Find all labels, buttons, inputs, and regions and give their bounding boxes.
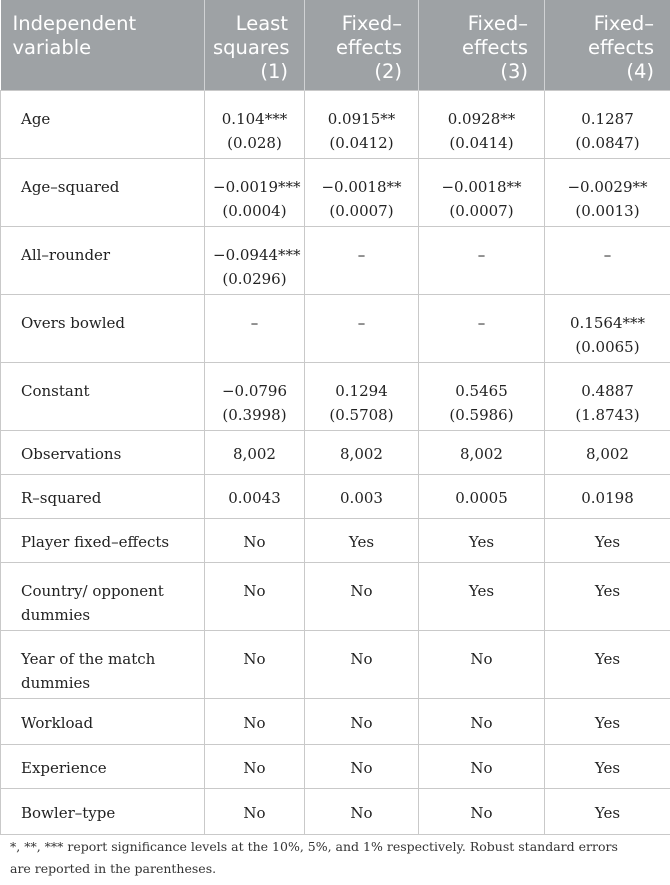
cell-col4	[545, 295, 670, 363]
std-error: (0.0013)	[575, 202, 640, 220]
coef: –	[250, 314, 259, 332]
row-label: Observations	[1, 431, 205, 475]
header-row	[1, 0, 670, 91]
header-col2-line1: Fixed–	[341, 12, 402, 35]
cell-col2	[305, 91, 419, 159]
row-label	[1, 563, 205, 631]
cell-col3	[419, 91, 545, 159]
cell-col2: No	[305, 631, 419, 699]
cell-col2	[305, 295, 419, 363]
cell-col1: 0.0043	[205, 475, 305, 519]
row-label: Age–squared	[1, 159, 205, 227]
cell-col2	[305, 227, 419, 295]
std-error: (0.0004)	[222, 202, 287, 220]
cell-col4: Yes	[545, 789, 670, 835]
cell-col1	[205, 91, 305, 159]
cell-col1	[205, 227, 305, 295]
row-label: Workload	[1, 699, 205, 745]
cell-col2: No	[305, 789, 419, 835]
table-header	[1, 0, 670, 91]
header-col4-line1: Fixed–	[593, 12, 654, 35]
cell-col2: 8,002	[305, 431, 419, 475]
cell-col4: Yes	[545, 631, 670, 699]
cell-col3	[419, 159, 545, 227]
cell-col2: No	[305, 699, 419, 745]
cell-col4: Yes	[545, 563, 670, 631]
cell-col4	[545, 91, 670, 159]
footnote-line1: *, **, *** report significance levels at the 10%, 5%, and 1% respectively. Robust standard errors	[10, 839, 618, 854]
cell-col4: 8,002	[545, 431, 670, 475]
row-label: Player fixed–effects	[1, 519, 205, 563]
coef: −0.0018**	[321, 178, 402, 196]
coef: –	[477, 314, 486, 332]
coef: −0.0944***	[213, 246, 301, 264]
coef: −0.0019***	[213, 178, 301, 196]
cell-col4: Yes	[545, 745, 670, 789]
table-row-experience	[1, 745, 670, 789]
coef: –	[357, 314, 366, 332]
table-row-observations	[1, 431, 670, 475]
coef: 0.0915**	[327, 110, 396, 128]
cell-col4: Yes	[545, 699, 670, 745]
cell-col3	[419, 363, 545, 431]
cell-col1	[205, 363, 305, 431]
std-error: (0.0412)	[329, 134, 394, 152]
std-error: (1.8743)	[575, 406, 640, 424]
cell-col3: Yes	[419, 563, 545, 631]
table-row-year-of-match-dummies	[1, 631, 670, 699]
table-body	[1, 91, 670, 835]
header-col3-line3: (3)	[500, 60, 528, 83]
table-row-country-opponent-dummies	[1, 563, 670, 631]
table-row-age-squared	[1, 159, 670, 227]
cell-col1	[205, 159, 305, 227]
row-label: R–squared	[1, 475, 205, 519]
cell-col2: No	[305, 745, 419, 789]
footnote-line2: are reported in the parentheses.	[10, 861, 217, 876]
table-row-constant	[1, 363, 670, 431]
coef: −0.0018**	[441, 178, 522, 196]
coef: 0.1287	[581, 110, 634, 128]
cell-col3: No	[419, 631, 545, 699]
cell-col1: No	[205, 519, 305, 563]
cell-col2: 0.003	[305, 475, 419, 519]
std-error: (0.5986)	[449, 406, 514, 424]
header-col1-line3: (1)	[260, 60, 288, 83]
coef: −0.0029**	[567, 178, 648, 196]
table-row-workload	[1, 699, 670, 745]
cell-col3: No	[419, 699, 545, 745]
cell-col4: 0.0198	[545, 475, 670, 519]
cell-col3	[419, 227, 545, 295]
cell-col1	[205, 295, 305, 363]
header-fixed-effects-2	[305, 0, 419, 91]
std-error: (0.0847)	[575, 134, 640, 152]
cell-col1: No	[205, 699, 305, 745]
table-row-r-squared	[1, 475, 670, 519]
cell-col3: No	[419, 789, 545, 835]
header-fixed-effects-3	[419, 0, 545, 91]
row-label	[1, 631, 205, 699]
row-label: Experience	[1, 745, 205, 789]
std-error: (0.3998)	[222, 406, 287, 424]
row-label: Age	[1, 91, 205, 159]
cell-col2	[305, 363, 419, 431]
cell-col1: No	[205, 745, 305, 789]
header-fixed-effects-4	[545, 0, 670, 91]
table-row-player-fixed-effects	[1, 519, 670, 563]
header-col1-line2: squares	[213, 36, 290, 59]
cell-col3: 0.0005	[419, 475, 545, 519]
coef: 0.104***	[221, 110, 288, 128]
cell-col2	[305, 159, 419, 227]
row-label-line2: dummies	[21, 674, 91, 692]
header-least-squares-1	[205, 0, 305, 91]
std-error: (0.0007)	[449, 202, 514, 220]
header-col0-text: Independent variable	[12, 12, 137, 59]
coef: –	[357, 246, 366, 264]
cell-col1: 8,002	[205, 431, 305, 475]
table-row-bowler-type	[1, 789, 670, 835]
table-footnote	[10, 836, 665, 880]
header-col3-line2: effects	[462, 36, 528, 59]
cell-col2: No	[305, 563, 419, 631]
coef: −0.0796	[221, 382, 288, 400]
table-row-age	[1, 91, 670, 159]
cell-col3	[419, 295, 545, 363]
std-error: (0.0007)	[329, 202, 394, 220]
row-label: Constant	[1, 363, 205, 431]
cell-col3: 8,002	[419, 431, 545, 475]
coef: –	[477, 246, 486, 264]
std-error: (0.028)	[227, 134, 282, 152]
cell-col1: No	[205, 789, 305, 835]
coef: 0.0928**	[447, 110, 516, 128]
row-label-line1: Year of the match	[21, 650, 156, 668]
row-label-line1: Country/ opponent	[21, 582, 164, 600]
std-error: (0.5708)	[329, 406, 394, 424]
table-row-all-rounder	[1, 227, 670, 295]
std-error: (0.0414)	[449, 134, 514, 152]
header-independent-variable	[1, 0, 205, 91]
cell-col4	[545, 227, 670, 295]
cell-col4	[545, 159, 670, 227]
std-error: (0.0296)	[222, 270, 287, 288]
header-col2-line2: effects	[336, 36, 402, 59]
cell-col3: Yes	[419, 519, 545, 563]
header-col1-line1: Least	[235, 12, 288, 35]
row-label: Overs bowled	[1, 295, 205, 363]
table-row-overs-bowled	[1, 295, 670, 363]
coef: 0.5465	[455, 382, 508, 400]
coef: 0.4887	[581, 382, 634, 400]
coef: 0.1564***	[570, 314, 645, 332]
row-label: All–rounder	[1, 227, 205, 295]
cell-col4: Yes	[545, 519, 670, 563]
coef: –	[603, 246, 612, 264]
header-col2-line3: (2)	[374, 60, 402, 83]
header-col4-line3: (4)	[626, 60, 654, 83]
cell-col4	[545, 363, 670, 431]
cell-col2: Yes	[305, 519, 419, 563]
header-col4-line2: effects	[588, 36, 654, 59]
header-col3-line1: Fixed–	[467, 12, 528, 35]
row-label: Bowler–type	[1, 789, 205, 835]
cell-col3: No	[419, 745, 545, 789]
cell-col1: No	[205, 631, 305, 699]
row-label-line2: dummies	[21, 606, 91, 624]
coef: 0.1294	[335, 382, 388, 400]
std-error: (0.0065)	[575, 338, 640, 356]
cell-col1: No	[205, 563, 305, 631]
